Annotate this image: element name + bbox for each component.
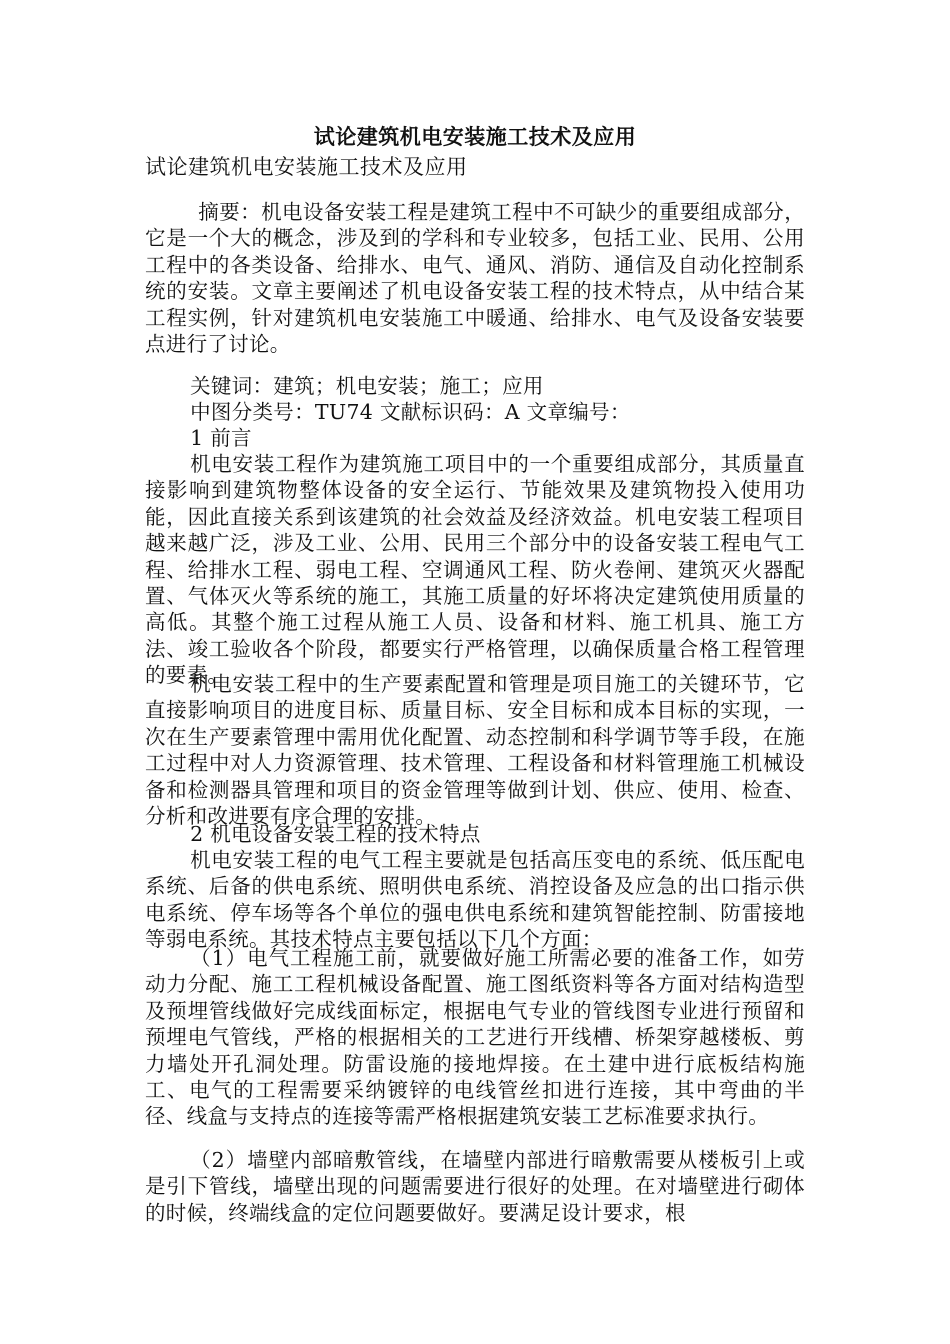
abstract-paragraph: 摘要：机电设备安装工程是建筑工程中不可缺少的重要组成部分，它是一个大的概念，涉及到的学科和专业较多，包括工业、民用、公用工程中的各类设备、给排水、电气、通风、消防、通信及自动化控制系统的安装。文章主要阐述了机电设备安装工程的技术特点，从中结合某工程实例，针对建筑机电安装施工中暖通、给排水、电气及设备安装要点进行了讨论。 — [145, 200, 805, 357]
section-2-paragraph-3: （2）墙壁内部暗敷管线，在墙壁内部进行暗敷需要从楼板引上或是引下管线，墙壁出现的问题需要进行很好的处理。在对墙壁进行砌体的时候，终端线盒的定位问题要做好。要满足设计要求，根 — [145, 1148, 805, 1225]
keywords-line: 关键词：建筑；机电安装；施工；应用 — [190, 374, 544, 398]
section-1-heading: 1 前言 — [190, 426, 252, 450]
section-2-paragraph-2: （1）电气工程施工前，就要做好施工所需必要的准备工作，如劳动力分配、施工工程机械设备配置、施工图纸资料等各方面对结构造型及预埋管线做好完成线面标定，根据电气专业的管线图专业进行预留和预埋电气管线，严格的根据相关的工艺进行开线槽、桥架穿越楼板、剪力墙处开孔洞处理。防雷设施的接地焊接。在土建中进行底板结构施工、电气的工程需要采纳镀锌的电线管丝扣进行连接，其中弯曲的半径、线盒与支持点的连接等需严格根据建筑安装工艺标准要求执行。 — [145, 946, 805, 1129]
section-1-paragraph-1: 机电安装工程作为建筑施工项目中的一个重要组成部分，其质量直接影响到建筑物整体设备的安全运行、节能效果及建筑物投入使用功能，因此直接关系到该建筑的社会效益及经济效益。机电安装工程项目越来越广泛，涉及工业、公用、民用三个部分中的设备安装工程电气工程、给排水工程、弱电工程、空调通风工程、防火卷闸、建筑灭火器配置、气体灭火等系统的施工，其施工质量的好坏将决定建筑使用质量的高低。其整个施工过程从施工人员、设备和材料、施工机具、施工方法、竣工验收各个阶段，都要实行严格管理，以确保质量合格工程管理的要素。 — [145, 452, 805, 688]
document-subtitle: 试论建筑机电安装施工技术及应用 — [145, 155, 468, 179]
section-2-heading: 2 机电设备安装工程的技术特点 — [190, 822, 481, 846]
section-2-paragraph-1: 机电安装工程的电气工程主要就是包括高压变电的系统、低压配电系统、后备的供电系统、照明供电系统、消控设备及应急的出口指示供电系统、停车场等各个单位的强电供电系统和建筑智能控制、防雷接地等弱电系统。其技术特点主要包括以下几个方面： — [145, 848, 805, 952]
classification-line: 中图分类号：TU74 文献标识码：A 文章编号： — [190, 400, 631, 424]
document-title: 试论建筑机电安装施工技术及应用 — [313, 124, 637, 149]
section-1-paragraph-2: 机电安装工程中的生产要素配置和管理是项目施工的关键环节，它直接影响项目的进度目标、质量目标、安全目标和成本目标的实现，一次在生产要素管理中需用优化配置、动态控制和科学调节等手段，在施工过程中对人力资源管理、技术管理、工程设备和材料管理施工机械设备和检测器具管理和项目的资金管理等做到计划、供应、使用、检查、分析和改进要有序合理的安排。 — [145, 672, 805, 829]
